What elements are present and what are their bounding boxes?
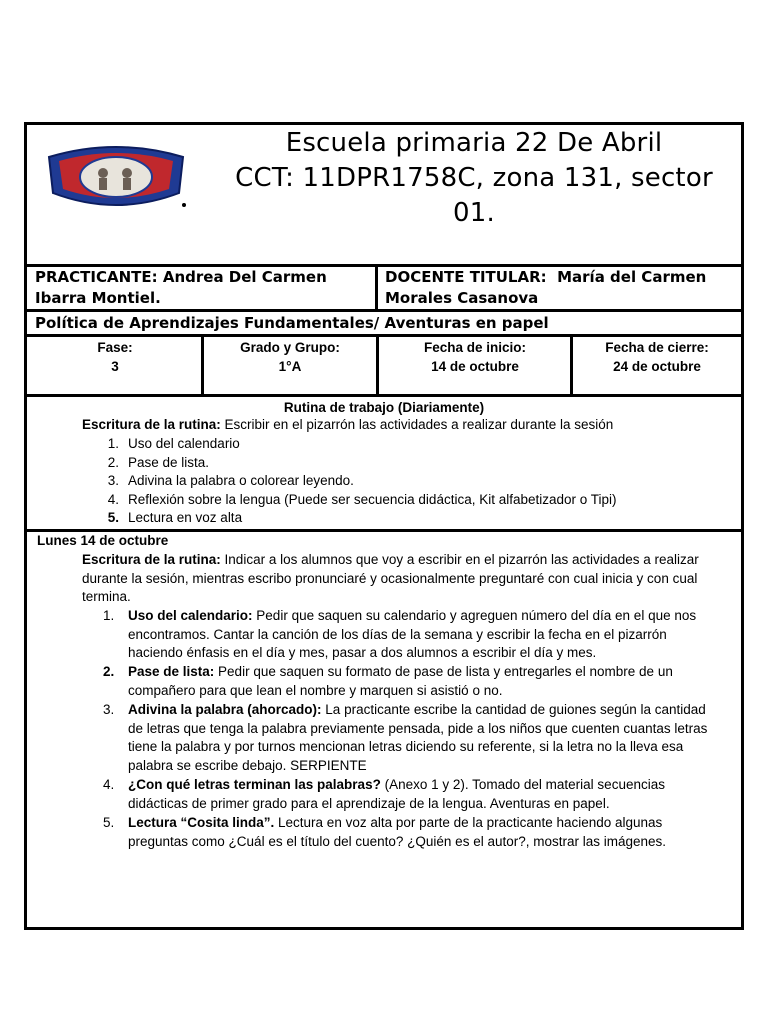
rutina-list bbox=[103, 435, 733, 528]
meta-cierre-value: 24 de octubre bbox=[613, 359, 701, 374]
rutina-title: Rutina de trabajo (Diariamente) bbox=[283, 400, 485, 415]
activity-number: 5. bbox=[103, 815, 115, 830]
activity-item: Uso del calendario: Pedir que saquen su calendario y agreguen número del día en el que nos encontramos. Cantar la canción de los días de la semana y escribir la fecha en el pizarrón haciendo énfasis en el día y mes, pasar a dos alumnos a escribir el día y mes. bbox=[128, 608, 697, 661]
docente-name: María del Carmen bbox=[546, 268, 707, 286]
divider bbox=[27, 309, 741, 312]
list-item: 4. Reflexión sobre la lengua (Puede ser secuencia didáctica, Kit alfabetizador o Tipi) bbox=[107, 491, 617, 507]
cct-line-continued: 01. bbox=[453, 198, 495, 228]
meta-cierre bbox=[573, 338, 741, 376]
activity-number: 4. bbox=[103, 777, 115, 792]
school-name: Escuela primaria 22 De Abril bbox=[285, 128, 663, 158]
lunes-escritura: Escritura de la rutina: Indicar a los alumnos que voy a escribir en el pizarrón las actividades a realizar durante la sesión, mientras escribo pronunciaré y ocasionalmente preguntaré con cual inicia y con cual termina. bbox=[82, 552, 699, 605]
politica-title: Política de Aprendizajes Fundamentales/ Aventuras en papel bbox=[35, 314, 549, 332]
practicante-name: Andrea Del Carmen bbox=[157, 268, 327, 286]
divider bbox=[375, 267, 378, 309]
day-heading: Lunes 14 de octubre bbox=[37, 533, 169, 548]
docente-name-continued: Morales Casanova bbox=[385, 289, 539, 307]
meta-grado-value: 1°A bbox=[278, 359, 302, 374]
divider bbox=[27, 394, 741, 397]
meta-inicio-label: Fecha de inicio: bbox=[423, 340, 527, 355]
activity-item: ¿Con qué letras terminan las palabras? (Anexo 1 y 2). Tomado del material secuencias didácticas de primer grado para el aprendizaje de la lengua. Aventuras en papel. bbox=[128, 777, 665, 811]
rutina-escritura-text: Escribir en el pizarrón las actividades a realizar durante la sesión bbox=[220, 417, 614, 432]
practicante-name-continued: Ibarra Montiel. bbox=[35, 289, 161, 307]
meta-inicio-value: 14 de octubre bbox=[431, 359, 519, 374]
rutina-escritura-label: Escritura de la rutina: bbox=[82, 417, 221, 432]
docente-label: DOCENTE TITULAR: bbox=[385, 268, 547, 286]
activity-number: 2. bbox=[103, 664, 115, 679]
meta-grado-label: Grado y Grupo: bbox=[240, 340, 340, 355]
document-frame bbox=[24, 122, 744, 930]
cct-line: CCT: 11DPR1758C, zona 131, sector bbox=[235, 163, 713, 193]
docente-field bbox=[385, 267, 735, 309]
activity-number: 1. bbox=[103, 608, 115, 623]
meta-grado bbox=[204, 338, 376, 376]
lunes-escritura-label: Escritura de la rutina: bbox=[82, 552, 221, 567]
list-item: 3. Adivina la palabra o colorear leyendo. bbox=[107, 473, 354, 489]
meta-fase-label: Fase: bbox=[97, 340, 133, 355]
school-logo bbox=[43, 143, 189, 213]
activity-item: Pase de lista: Pedir que saquen su formato de pase de lista y entregarles el nombre de un compañero para que lean el nombre y marquen si asistió o no. bbox=[128, 664, 673, 698]
divider bbox=[27, 334, 741, 337]
activity-number: 3. bbox=[103, 702, 115, 717]
list-item: 5. Lectura en voz alta bbox=[107, 510, 243, 526]
activity-item: Lectura “Cosita linda”. Lectura en voz alta por parte de la practicante haciendo algunas preguntas como ¿Cuál es el título del cuento? ¿Quién es el autor?, mostrar las imágenes. bbox=[128, 815, 667, 849]
meta-cierre-label: Fecha de cierre: bbox=[605, 340, 709, 355]
rutina-escritura bbox=[82, 416, 732, 435]
activity-item: Adivina la palabra (ahorcado): La practicante escribe la cantidad de guiones según la cantidad de letras que tenga la palabra previamente pensada, pide a los niños que cuenten cuantas letras tiene la palabra y por turnos mencionan letras diciendo su referente, si la letra no la lleva esa palabra se escribe debajo. SERPIENTE bbox=[128, 702, 708, 773]
meta-fase-value: 3 bbox=[111, 359, 119, 374]
list-item: 2. Pase de lista. bbox=[107, 454, 210, 470]
meta-inicio bbox=[379, 338, 571, 376]
practicante-label: PRACTICANTE: bbox=[35, 268, 158, 286]
practicante-field bbox=[35, 267, 375, 309]
list-item: 1. Uso del calendario bbox=[107, 436, 240, 451]
meta-fase bbox=[27, 338, 203, 376]
